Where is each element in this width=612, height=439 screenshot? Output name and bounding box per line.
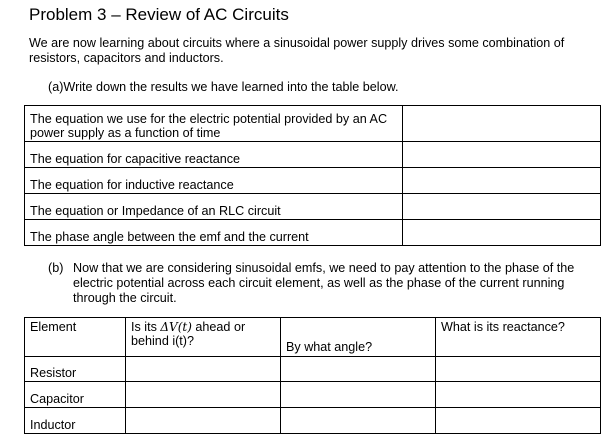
part-a-label: (a) — [48, 80, 64, 94]
header-delta-v-symbol: ΔV(t) — [160, 320, 192, 334]
element-name: Resistor — [25, 357, 126, 382]
intro-paragraph: We are now learning about circuits where a sinusoidal power supply drives some combination of resistors, capacitors and inductors. — [29, 36, 565, 65]
part-b-text: Now that we are considering sinusoidal emfs, we need to pay attention to the phase of the electric potential across each circuit element, as well as the phase of the current running through the circuit. — [73, 261, 575, 305]
header-ahead-suffix: ahead or behind i(t)? — [131, 320, 246, 348]
element-name: Inductor — [25, 408, 126, 434]
row-label: The equation or Impedance of an RLC circuit — [25, 194, 403, 220]
header-reactance: What is its reactance? — [436, 318, 601, 357]
phase-table — [24, 317, 601, 434]
problem-title: Problem 3 – Review of AC Circuits — [29, 5, 289, 24]
answer-cell[interactable] — [403, 194, 601, 220]
answer-cell[interactable] — [403, 220, 601, 246]
part-b-instruction — [48, 261, 598, 306]
row-label: The equation for inductive reactance — [25, 168, 403, 194]
part-a-instruction — [48, 79, 399, 95]
row-label: The equation we use for the electric potential provided by an AC power supply as a function of time — [25, 106, 403, 142]
table-row — [25, 168, 601, 194]
results-table — [24, 105, 601, 246]
element-name: Capacitor — [25, 382, 126, 408]
table-row — [25, 194, 601, 220]
table-row — [25, 382, 601, 408]
table-row — [25, 408, 601, 434]
answer-cell[interactable] — [403, 106, 601, 142]
answer-cell[interactable] — [436, 357, 601, 382]
header-element: Element — [25, 318, 126, 357]
header-angle: By what angle? — [281, 318, 436, 357]
answer-cell[interactable] — [126, 382, 281, 408]
answer-cell[interactable] — [281, 382, 436, 408]
part-b-label: (b) — [48, 261, 64, 275]
answer-cell[interactable] — [436, 382, 601, 408]
row-label: The equation for capacitive reactance — [25, 142, 403, 168]
answer-cell[interactable] — [403, 168, 601, 194]
answer-cell[interactable] — [281, 357, 436, 382]
table-row — [25, 357, 601, 382]
header-ahead-or-behind — [126, 318, 281, 357]
answer-cell[interactable] — [126, 357, 281, 382]
answer-cell[interactable] — [126, 408, 281, 434]
part-a-text: Write down the results we have learned into the table below. — [63, 80, 399, 94]
table-row — [25, 106, 601, 142]
answer-cell[interactable] — [403, 142, 601, 168]
answer-cell[interactable] — [281, 408, 436, 434]
table-row — [25, 220, 601, 246]
table-row — [25, 142, 601, 168]
header-ahead-prefix: Is its — [131, 320, 161, 334]
answer-cell[interactable] — [436, 408, 601, 434]
table-header-row — [25, 318, 601, 357]
row-label: The phase angle between the emf and the current — [25, 220, 403, 246]
